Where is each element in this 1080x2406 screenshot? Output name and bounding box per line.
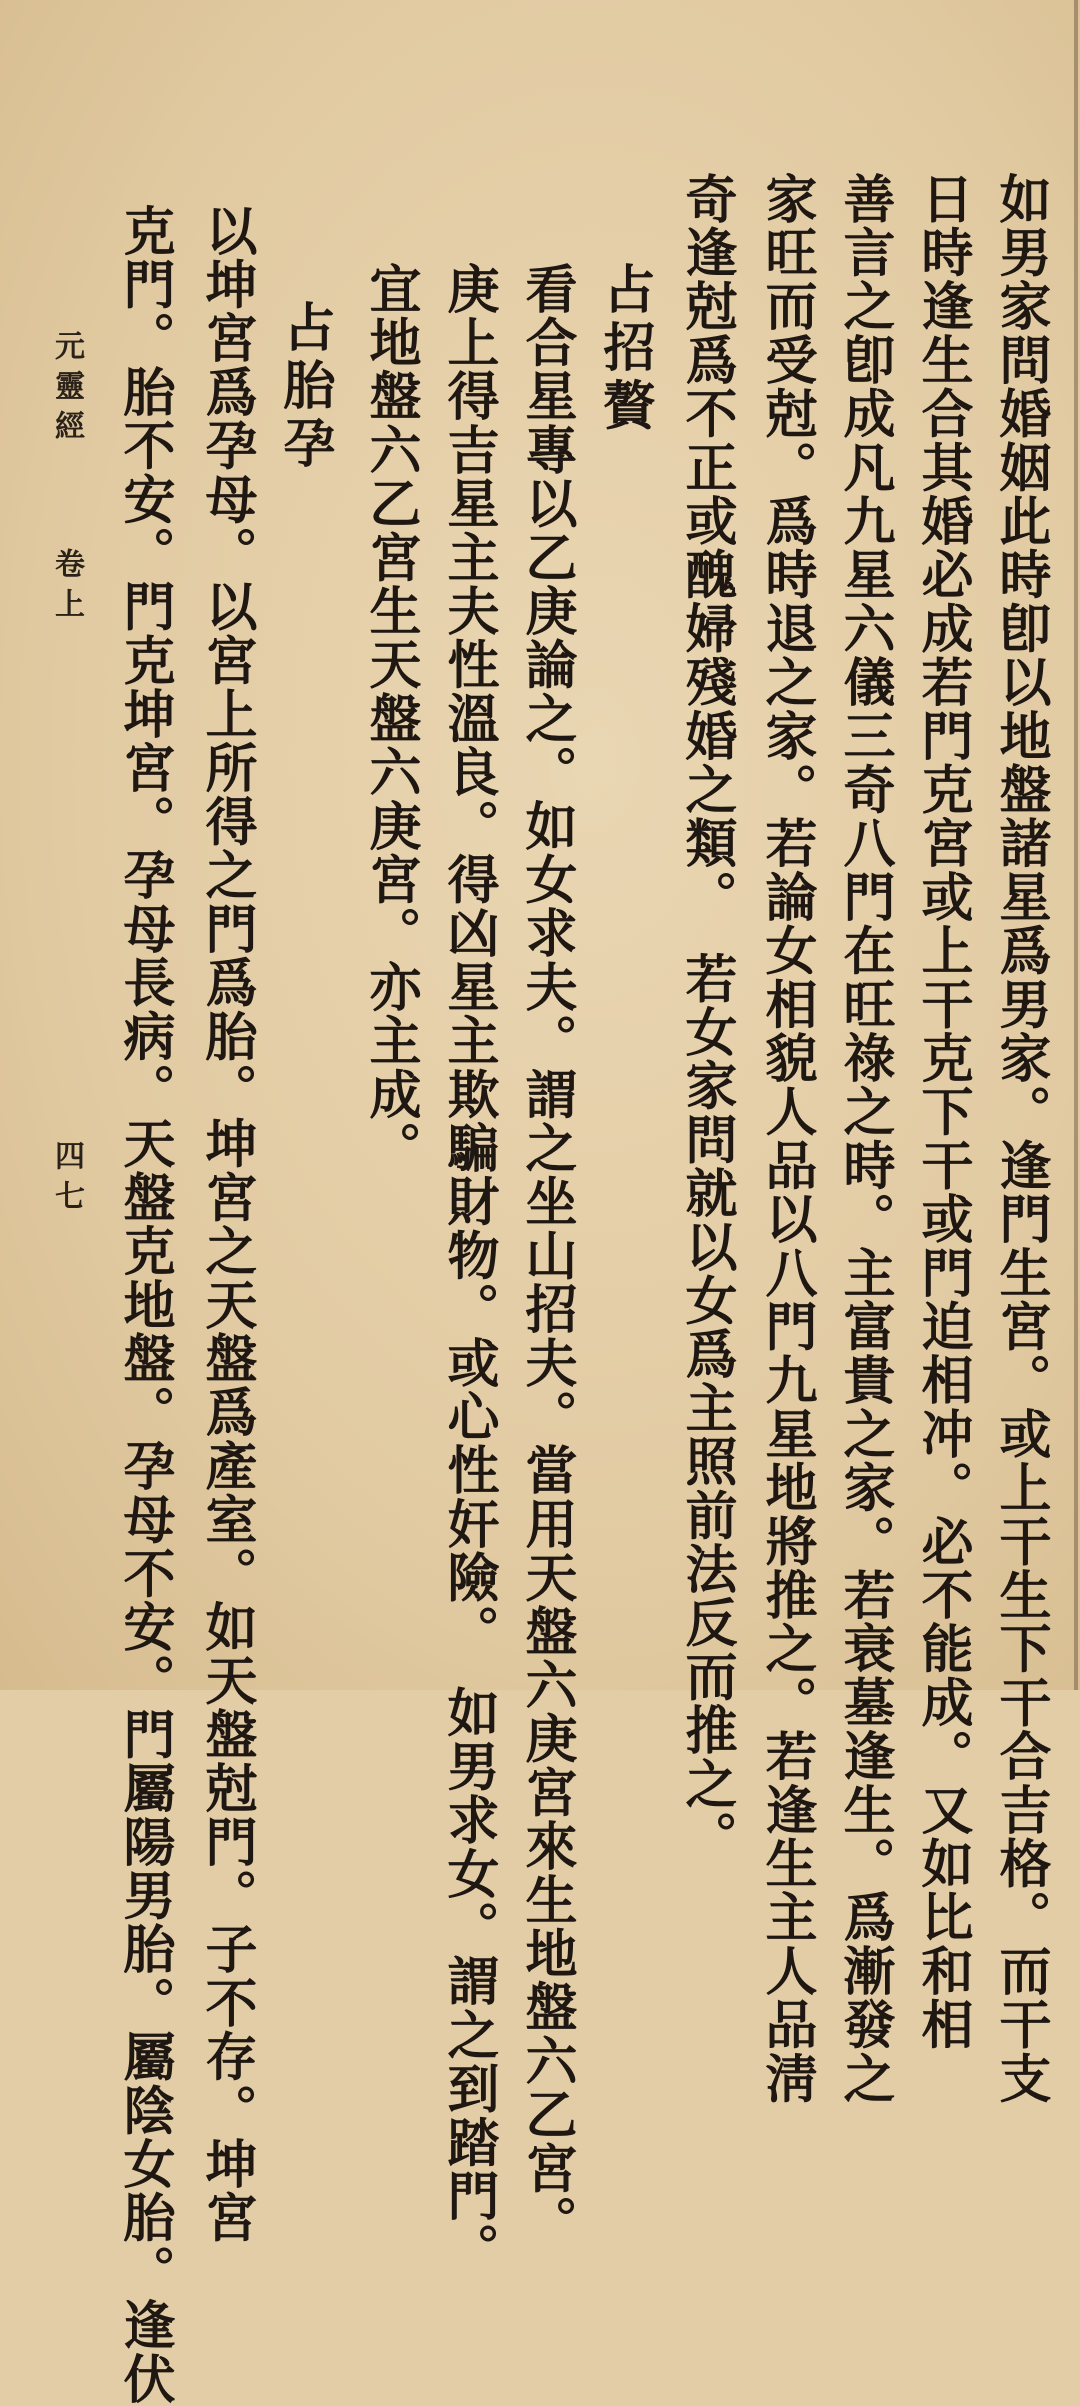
text-column-12: 克門。胎不安。門克坤宮。孕母長病。天盤克地盤。孕母不安。門屬陽男胎。屬陰女胎。逢伏 — [114, 204, 175, 2406]
footer-page-number: 四七 — [49, 1140, 84, 1220]
text-column-3: 善言之卽成凡九星六儀三奇八門在旺祿之時。主富貴之家。若衰墓逢生。爲漸發之 — [834, 172, 895, 2106]
text-column-9: 宜地盤六乙宮生天盤六庚宮。亦主成。 — [360, 262, 421, 1175]
text-column-7: 看合星專以乙庚論之。如女求夫。謂之坐山招夫。當用天盤六庚宮來生地盤六乙宮。 — [516, 262, 577, 2249]
page-edge-right — [1074, 0, 1078, 1690]
footer-volume: 卷上 — [49, 548, 84, 628]
text-column-8: 庚上得吉星主夫性溫良。得凶星主欺騙財物。或心性奸險。 如男求女。謂之到踏門。 — [438, 262, 499, 2277]
text-column-11: 以坤宮爲孕母。以宮上所得之門爲胎。坤宮之天盤爲產室。如天盤尅門。子不存。坤宮 — [196, 204, 257, 2245]
text-column-4: 家旺而受尅。爲時退之家。若論女相貌人品以八門九星地將推之。若逢生主人品淸 — [756, 172, 817, 2106]
text-column-1: 如男家問婚姻此時卽以地盤諸星爲男家。逢門生宮。或上干生下干合吉格。而干支 — [990, 172, 1051, 2106]
section-heading-taiyun: 占胎孕 — [274, 300, 335, 474]
text-column-5: 奇逢尅爲不正或醜婦殘婚之類。 若女家問就以女爲主照前法反而推之。 — [676, 172, 737, 1865]
section-heading-zhaozhui: 占招贅 — [594, 262, 655, 436]
footer-book-title: 元靈經 — [49, 330, 84, 450]
text-column-2: 日時逢生合其婚必成若門克宮或上干克下干或門迫相冲。必不能成。又如比和相 — [912, 172, 973, 2052]
